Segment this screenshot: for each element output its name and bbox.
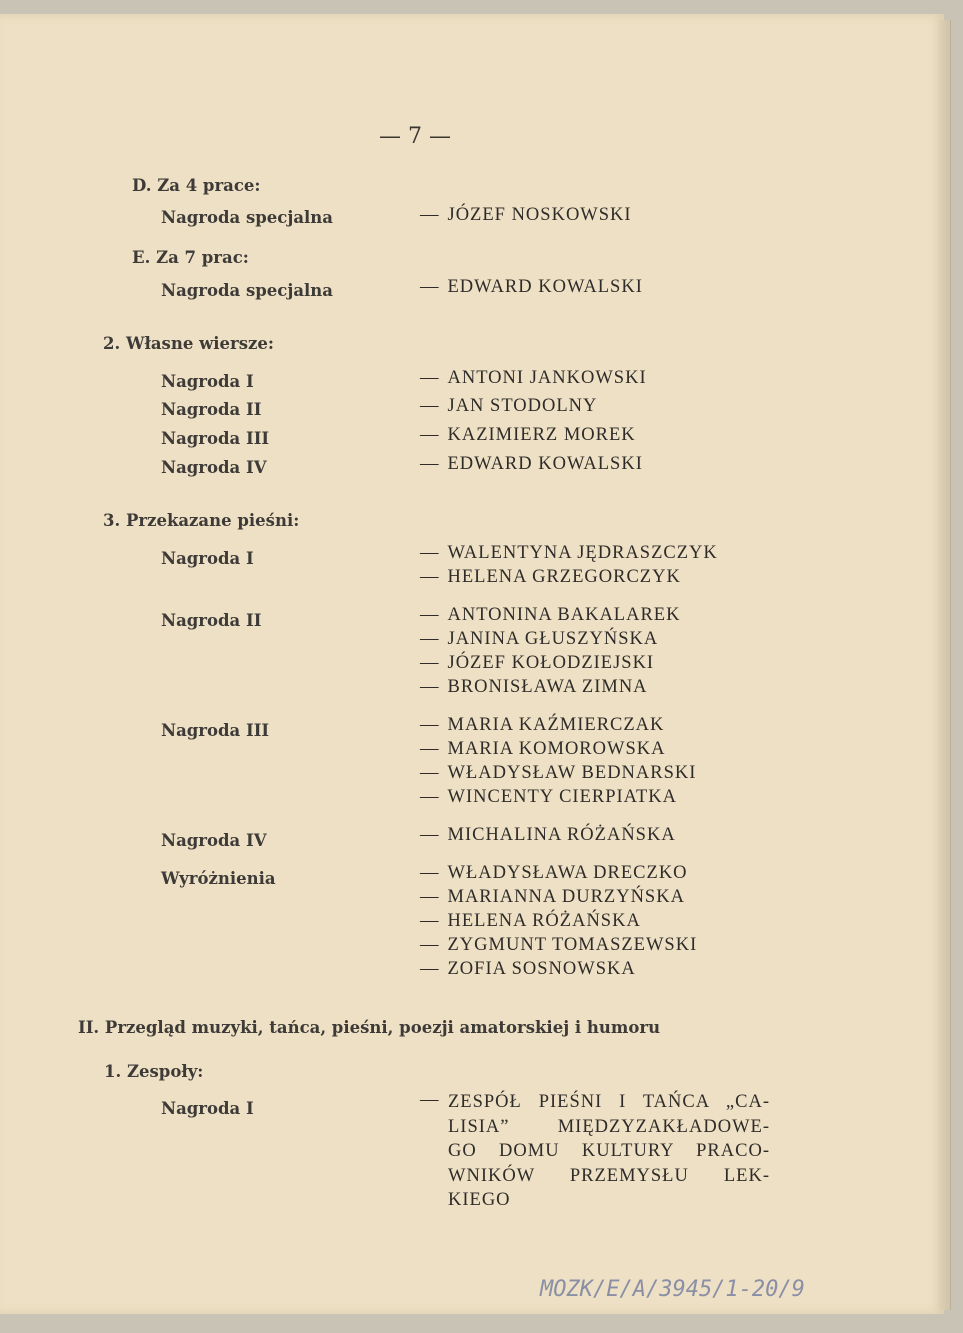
songs-award-3-label: Nagroda III (161, 721, 270, 740)
own-poems-label: Nagroda III (161, 429, 270, 448)
songs-award-1-label: Nagroda I (161, 549, 254, 568)
section-d-label: Nagroda specjalna (161, 208, 333, 227)
songs-heading: 3. Przekazane pieśni: (103, 511, 300, 530)
ensembles-label: Nagroda I (161, 1099, 254, 1118)
songs-winner: — BRONISŁAWA ZIMNA (420, 677, 648, 697)
songs-award-4-label: Nagroda IV (161, 831, 267, 850)
songs-winner: — MICHALINA RÓŻAŃSKA (420, 825, 676, 845)
page-edge (936, 20, 951, 1310)
review-heading: II. Przegląd muzyki, tańca, pieśni, poezji amatorskiej i humoru (78, 1018, 661, 1037)
songs-winner: — JANINA GŁUSZYŃSKA (420, 629, 659, 649)
ensembles-winner-line: LISIA” MIĘDZYZAKŁADOWE- (448, 1116, 770, 1137)
own-poems-label: Nagroda IV (161, 458, 267, 477)
songs-winner: — HELENA RÓŻAŃSKA (420, 911, 641, 931)
own-poems-label: Nagroda II (161, 400, 262, 419)
ensembles-dash: — (420, 1090, 439, 1110)
songs-award-2-label: Nagroda II (161, 611, 262, 630)
own-poems-winner: — EDWARD KOWALSKI (420, 454, 643, 474)
own-poems-winner: — JAN STODOLNY (420, 396, 598, 416)
section-e-winner: — EDWARD KOWALSKI (420, 277, 643, 297)
page-number: — 7 — (379, 124, 451, 149)
songs-winner: — ZYGMUNT TOMASZEWSKI (420, 935, 698, 955)
section-d-winner: — JÓZEF NOSKOWSKI (420, 205, 632, 225)
ensembles-heading: 1. Zespoły: (104, 1062, 204, 1081)
songs-winner: — MARIANNA DURZYŃSKA (420, 887, 685, 907)
ensembles-winner-line: GO DOMU KULTURY PRACO- (448, 1141, 770, 1161)
songs-winner: — ZOFIA SOSNOWSKA (420, 959, 636, 979)
ensembles-winner-line: WNIKÓW PRZEMYSŁU LEK- (448, 1165, 770, 1186)
songs-winner: — MARIA KAŹMIERCZAK (420, 715, 665, 735)
songs-winner: — WALENTYNA JĘDRASZCZYK (420, 543, 718, 563)
songs-winner: — WINCENTY CIERPIATKA (420, 787, 678, 807)
ensembles-winner (448, 1090, 770, 1213)
archive-stamp (538, 1270, 838, 1304)
songs-winner: — ANTONINA BAKALAREK (420, 605, 681, 625)
songs-winner: — HELENA GRZEGORCZYK (420, 567, 681, 587)
own-poems-label: Nagroda I (161, 372, 254, 391)
songs-winner: — WŁADYSŁAW BEDNARSKI (420, 763, 697, 783)
songs-distinctions-label: Wyróżnienia (161, 869, 276, 888)
songs-winner: — MARIA KOMOROWSKA (420, 739, 666, 759)
own-poems-winner: — KAZIMIERZ MOREK (420, 425, 636, 445)
songs-winner: — JÓZEF KOŁODZIEJSKI (420, 653, 655, 673)
own-poems-winner: — ANTONI JANKOWSKI (420, 368, 647, 388)
ensembles-winner-line: ZESPÓŁ PIEŚNI I TAŃCA „CA- (448, 1092, 770, 1112)
section-e-heading: E. Za 7 prac: (132, 248, 249, 267)
section-d-heading: D. Za 4 prace: (132, 176, 261, 195)
own-poems-heading: 2. Własne wiersze: (103, 334, 274, 353)
songs-winner: — WŁADYSŁAWA DRECZKO (420, 863, 688, 883)
section-e-label: Nagroda specjalna (161, 281, 333, 300)
ensembles-winner-line: KIEGO (448, 1190, 511, 1210)
archive-stamp-text: MOZK/E/A/3945/1-20/9 (540, 1277, 805, 1302)
